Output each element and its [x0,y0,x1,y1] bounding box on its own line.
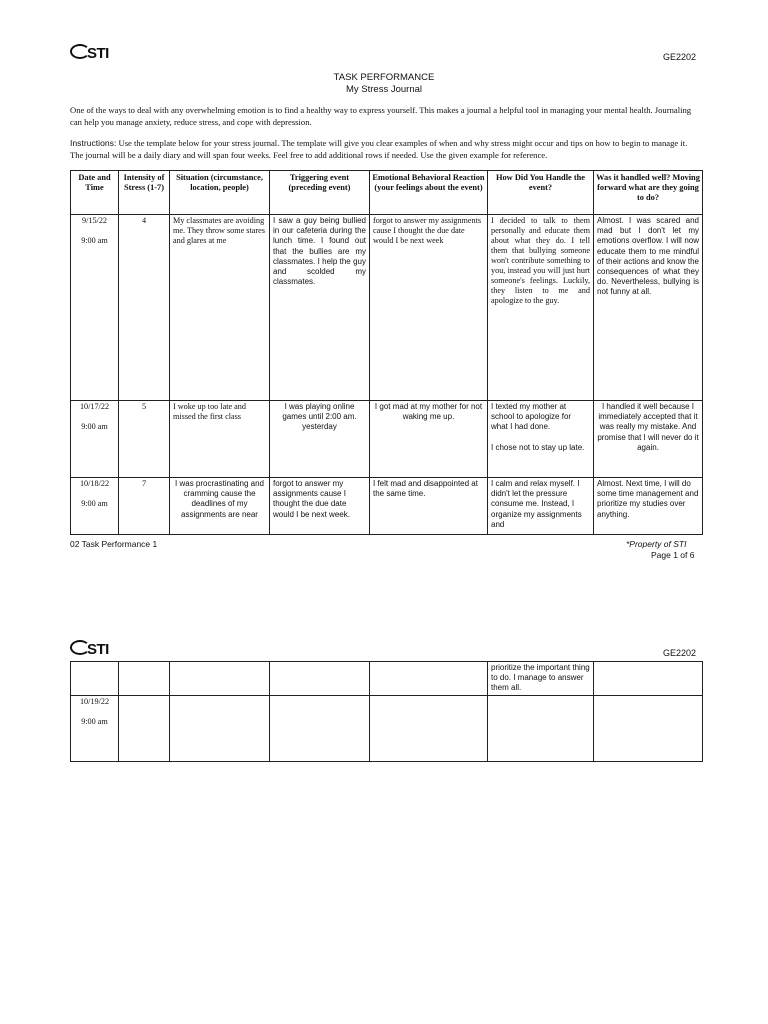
intro-paragraph: One of the ways to deal with any overwhelming emotion is to find a healthy way to express yourself. This makes a journal a helpful tool in managing your mental health. Journaling can help you manage anxiety, reduce stress, and cope with depression. [70,105,692,127]
footer-property: *Property of STI [626,539,687,549]
cont-situation [170,662,270,696]
document-subtitle: My Stress Journal [345,84,423,95]
row4-trigger [270,696,370,762]
row3-handled: I calm and relax myself. I didn't let the pressure consume me. Instead, I organize my assignments and [488,478,594,535]
header-trigger: Triggering event (preceding event) [270,171,370,215]
row1-handled: I decided to talk to them personally and educate them about what they do. I tell them that bullying someone won't contribute something to you, instead you will just hurt someone's feelings. Luckily, they listen to me and apologize to the guy. [488,215,594,401]
row3-trigger: forgot to answer my assignments cause I thought the due date would I be next week. [270,478,370,535]
row1-moving-forward: Almost. I was scared and mad but I don't let my emotions overflow. I will now educate them to me mindful of their actions and know the consequences of what they do. Nevertheless, bullying is not funny at all. [594,215,703,401]
row2-intensity: 5 [119,401,170,478]
row4-handled [488,696,594,762]
row1-intensity: 4 [119,215,170,401]
cont-reaction [370,662,488,696]
table-row [71,401,703,478]
stress-journal-table [70,170,703,535]
row2-reaction: I got mad at my mother for not waking me up. [370,401,488,478]
row4-situation [170,696,270,762]
header-intensity: Intensity of Stress (1-7) [119,171,170,215]
stress-journal-table-continued [70,661,703,762]
footer-left: 02 Task Performance 1 [70,539,158,549]
sti-logo: STI [70,44,109,62]
row1-trigger: I saw a guy being bullied in our cafeteria during the lunch time. I found out that the bullies are my classmates. I help the guy and scolded my classmates. [270,215,370,401]
row2-moving-forward: I handled it well because I immediately accepted that it was really my mistake. And promise that I will never do it again. [594,401,703,478]
header-moving-forward: Was it handled well? Moving forward what are they going to do? [594,171,703,215]
row3-intensity: 7 [119,478,170,535]
page-number: Page 1 of 6 [651,550,695,560]
row4-intensity [119,696,170,762]
row3-situation: I was procrastinating and cramming cause the deadlines of my assignments are near [170,478,270,535]
cont-handled: prioritize the important thing to do. I manage to answer them all. [488,662,594,696]
course-code-page2: GE2202 [663,648,697,658]
row2-handled: I texted my mother at school to apologize for what I had done. I chose not to stay up late. [488,401,594,478]
table-header-row [71,171,703,215]
row3-reaction: I felt mad and disappointed at the same time. [370,478,488,535]
instructions-text: Use the template below for your stress journal. The template will give you clear examples of when and why stress might occur and tips on how to begin to manage it. The journal will be a daily diary and will span four weeks. Feel free to add additional rows if needed. Use the given example for reference. [70,138,688,160]
row4-date: 10/19/22 9:00 am [71,696,119,762]
sti-logo-page2: STI [70,640,109,658]
table-row [71,478,703,535]
cont-date [71,662,119,696]
header-date-time: Date and Time [71,171,119,215]
row1-date: 9/15/22 9:00 am [71,215,119,401]
cont-intensity [119,662,170,696]
row4-reaction [370,696,488,762]
header-reaction: Emotional Behavioral Reaction (your feelings about the event) [370,171,488,215]
row4-moving-forward [594,696,703,762]
instructions-paragraph [70,138,700,161]
table-row [71,215,703,401]
table-row [71,662,703,696]
header-situation: Situation (circumstance, location, people) [170,171,270,215]
row1-reaction: forgot to answer my assignments cause I thought the due date would I be next week [370,215,488,401]
course-code: GE2202 [663,52,697,62]
row2-date: 10/17/22 9:00 am [71,401,119,478]
instructions-lead: Instructions: [70,138,117,148]
cont-trigger [270,662,370,696]
table-row [71,696,703,762]
row3-moving-forward: Almost. Next time, I will do some time management and prioritize my studies over anything. [594,478,703,535]
header-handled: How Did You Handle the event? [488,171,594,215]
row2-situation: I woke up too late and missed the first class [170,401,270,478]
cont-moving-forward [594,662,703,696]
row3-date: 10/18/22 9:00 am [71,478,119,535]
row1-situation: My classmates are avoiding me. They throw some stares and glares at me [170,215,270,401]
row2-trigger: I was playing online games until 2:00 am. yesterday [270,401,370,478]
document-title: TASK PERFORMANCE [333,72,435,83]
